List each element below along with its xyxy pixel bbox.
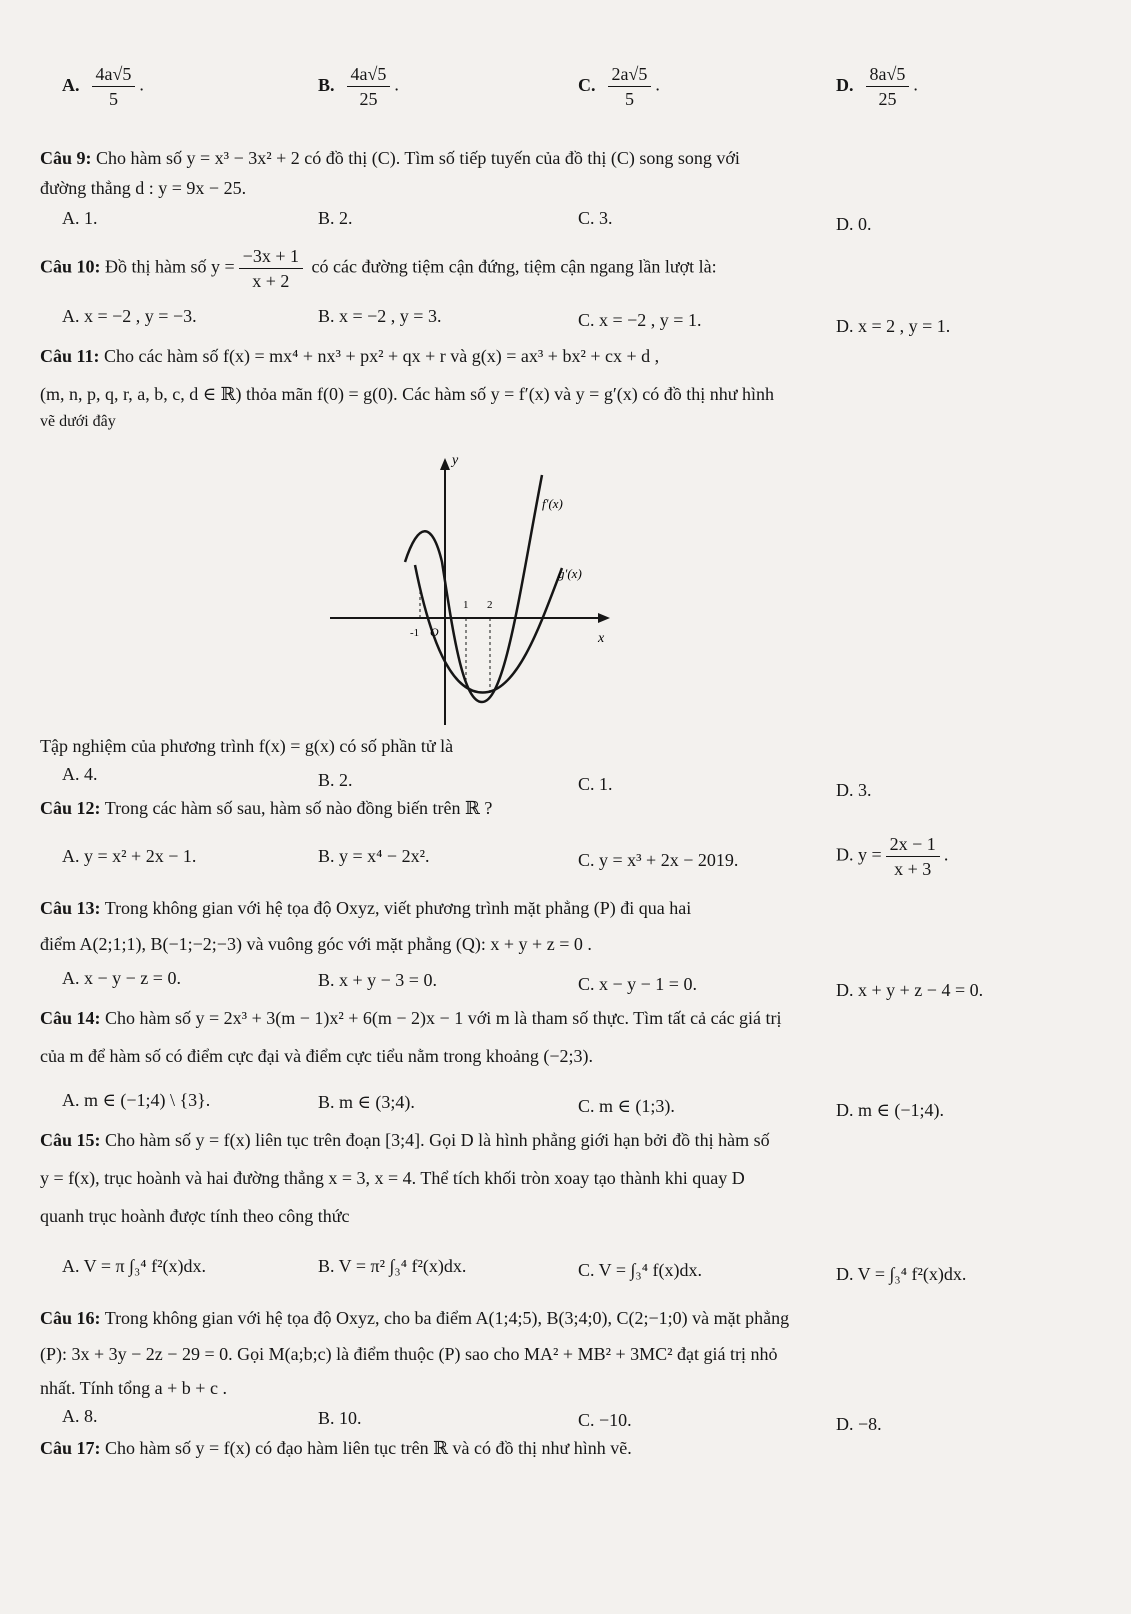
q14-line-2 <box>40 1044 593 1068</box>
q15-line-3 <box>40 1204 349 1228</box>
q11-line-4 <box>40 734 453 758</box>
question-text: Cho các hàm số f(x) = mx⁴ + nx³ + px² + qx + r và g(x) = ax³ + bx² + cx + d , <box>104 346 660 366</box>
q16-option-a: A. 8. <box>62 1406 98 1426</box>
f-prime-curve <box>405 475 542 702</box>
q11-line-1 <box>40 344 659 368</box>
q13-line-2 <box>40 932 592 956</box>
question-text: (P): 3x + 3y − 2z − 29 = 0. Gọi M(a;b;c) là điểm thuộc (P) sao cho MA² + MB² + 3MC² đạt giá trị nhỏ <box>40 1344 778 1364</box>
origin-label: O <box>430 625 439 639</box>
q16-line-1 <box>40 1306 789 1330</box>
q14-option-c: C. m ∈ (1;3). <box>578 1096 675 1116</box>
q8-option-c <box>578 62 660 111</box>
question-text: của m để hàm số có điểm cực đại và điểm cực tiểu nằm trong khoảng (−2;3). <box>40 1046 593 1066</box>
fraction-numerator: 2x − 1 <box>886 832 940 857</box>
q8-option-a <box>62 62 144 111</box>
question-number: Câu 9: <box>40 148 92 168</box>
question-number: Câu 10: <box>40 256 101 277</box>
y-axis-arrow <box>440 458 450 470</box>
question-number: Câu 16: <box>40 1308 101 1328</box>
derivative-graph <box>330 440 620 730</box>
fraction-numerator: 2a√5 <box>608 62 652 87</box>
question-number: Câu 15: <box>40 1130 101 1150</box>
question-number: Câu 11: <box>40 346 100 366</box>
q15-option-c: C. V = ∫₃⁴ f(x)dx. <box>578 1260 702 1280</box>
fraction-numerator: 8a√5 <box>866 62 910 87</box>
question-text: đường thẳng d : y = 9x − 25. <box>40 178 247 198</box>
question-text: Cho hàm số y = f(x) liên tục trên đoạn [3;4]. Gọi D là hình phẳng giới hạn bởi đồ thị hàm số <box>105 1130 770 1150</box>
q15-option-a: A. V = π ∫₃⁴ f²(x)dx. <box>62 1256 206 1276</box>
question-text: Đồ thị hàm số y = <box>105 256 235 277</box>
q16-option-d: D. −8. <box>836 1414 882 1434</box>
option-tail: . <box>655 74 660 95</box>
question-text: (m, n, p, q, r, a, b, c, d ∈ ℝ) thỏa mãn f(0) = g(0). Các hàm số y = f′(x) và y = g′(x) có đồ thị như hình <box>40 384 774 404</box>
q11-option-b: B. 2. <box>318 770 353 790</box>
q15-option-b: B. V = π² ∫₃⁴ f²(x)dx. <box>318 1256 467 1276</box>
option-label: A. <box>62 74 80 95</box>
fraction-denominator: 25 <box>359 89 378 109</box>
option-tail: . <box>943 844 949 865</box>
question-number: Câu 12: <box>40 798 101 818</box>
question-text: y = f(x), trục hoành và hai đường thẳng x = 3, x = 4. Thể tích khối tròn xoay tạo thành khi quay D <box>40 1168 745 1188</box>
option-tail: . <box>394 74 399 95</box>
fraction-numerator: 4a√5 <box>92 62 136 87</box>
question-number: Câu 13: <box>40 898 101 918</box>
q9-option-c: C. 3. <box>578 208 613 228</box>
option-label: D. <box>836 74 854 95</box>
q12-line-1 <box>40 796 492 820</box>
q11-line-2 <box>40 382 774 406</box>
question-text: Trong không gian với hệ tọa độ Oxyz, viết phương trình mặt phẳng (P) đi qua hai <box>104 898 692 918</box>
question-text: Cho hàm số y = f(x) có đạo hàm liên tục trên ℝ và có đồ thị như hình vẽ. <box>105 1438 632 1458</box>
question-text: Trong các hàm số sau, hàm số nào đồng biến trên ℝ ? <box>104 798 493 818</box>
option-label: B. <box>318 74 335 95</box>
q15-option-d: D. V = ∫₃⁴ f²(x)dx. <box>836 1264 967 1284</box>
q12-option-c: C. y = x³ + 2x − 2019. <box>578 850 739 870</box>
q14-option-b: B. m ∈ (3;4). <box>318 1092 415 1112</box>
question-text: Tập nghiệm của phương trình f(x) = g(x) có số phần tử là <box>40 736 454 756</box>
fraction-denominator: x + 2 <box>252 271 290 291</box>
q9-line-2 <box>40 176 246 200</box>
q16-line-3 <box>40 1376 227 1400</box>
q10-line-1 <box>40 244 717 293</box>
q14-option-d: D. m ∈ (−1;4). <box>836 1100 944 1120</box>
y-axis-label: y <box>452 453 459 468</box>
q11-option-a: A. 4. <box>62 764 98 784</box>
q12-option-b: B. y = x⁴ − 2x². <box>318 846 430 866</box>
q10-option-d: D. x = 2 , y = 1. <box>836 316 951 336</box>
question-text: vẽ dưới đây <box>40 413 116 430</box>
q10-option-a: A. x = −2 , y = −3. <box>62 306 197 326</box>
question-text: Cho hàm số y = x³ − 3x² + 2 có đồ thị (C). Tìm số tiếp tuyến của đồ thị (C) song song với <box>96 148 740 168</box>
question-text: quanh trục hoành được tính theo công thức <box>40 1206 350 1226</box>
q13-option-c: C. x − y − 1 = 0. <box>578 974 697 994</box>
fraction-numerator: 4a√5 <box>347 62 391 87</box>
q9-line-1 <box>40 146 740 170</box>
question-number: Câu 17: <box>40 1438 101 1458</box>
q14-option-a: A. m ∈ (−1;4) \ {3}. <box>62 1090 211 1110</box>
q8-option-b <box>318 62 399 111</box>
f-prime-label: f′(x) <box>542 496 563 511</box>
option-text: D. y = <box>836 844 882 865</box>
q15-line-2 <box>40 1166 745 1190</box>
q16-option-b: B. 10. <box>318 1408 362 1428</box>
q10-option-b: B. x = −2 , y = 3. <box>318 306 442 326</box>
tick-label-2: 2 <box>487 599 493 611</box>
q11-option-d: D. 3. <box>836 780 872 800</box>
q15-line-1 <box>40 1128 770 1152</box>
q13-line-1 <box>40 896 691 920</box>
question-text: nhất. Tính tổng a + b + c . <box>40 1378 227 1398</box>
q11-line-3 <box>40 410 116 434</box>
q9-option-d: D. 0. <box>836 214 872 234</box>
q13-option-b: B. x + y − 3 = 0. <box>318 970 437 990</box>
fraction-denominator: x + 3 <box>894 859 932 879</box>
option-tail: . <box>139 74 144 95</box>
q9-option-a: A. 1. <box>62 208 98 228</box>
question-text: điểm A(2;1;1), B(−1;−2;−3) và vuông góc với mặt phẳng (Q): x + y + z = 0 . <box>40 934 592 954</box>
x-axis-arrow <box>598 613 610 623</box>
tick-label-1: 1 <box>463 599 469 611</box>
fraction-denominator: 5 <box>624 89 634 109</box>
fraction-numerator: −3x + 1 <box>239 244 303 269</box>
q10-option-c: C. x = −2 , y = 1. <box>578 310 702 330</box>
q13-option-d: D. x + y + z − 4 = 0. <box>836 980 984 1000</box>
q14-line-1 <box>40 1006 782 1030</box>
question-text: có các đường tiệm cận đứng, tiệm cận ngang lần lượt là: <box>311 256 717 277</box>
fraction-denominator: 25 <box>878 89 897 109</box>
tick-label-neg1: -1 <box>410 627 420 639</box>
g-prime-label: g′(x) <box>558 566 582 581</box>
q9-option-b: B. 2. <box>318 208 353 228</box>
q16-option-c: C. −10. <box>578 1410 632 1430</box>
q11-option-c: C. 1. <box>578 774 613 794</box>
q8-option-d <box>836 62 918 111</box>
question-text: Cho hàm số y = 2x³ + 3(m − 1)x² + 6(m − 2)x − 1 với m là tham số thực. Tìm tất cả các giá trị <box>105 1008 782 1028</box>
q17-line-1 <box>40 1436 632 1460</box>
option-tail: . <box>913 74 918 95</box>
q16-line-2 <box>40 1342 778 1366</box>
option-label: C. <box>578 74 596 95</box>
fraction-denominator: 5 <box>108 89 118 109</box>
question-number: Câu 14: <box>40 1008 101 1028</box>
q13-option-a: A. x − y − z = 0. <box>62 968 181 988</box>
x-axis-label: x <box>598 631 605 646</box>
q12-option-d <box>836 832 948 881</box>
q12-option-a: A. y = x² + 2x − 1. <box>62 846 197 866</box>
question-text: Trong không gian với hệ tọa độ Oxyz, cho ba điểm A(1;4;5), B(3;4;0), C(2;−1;0) và mặt phẳng <box>104 1308 790 1328</box>
